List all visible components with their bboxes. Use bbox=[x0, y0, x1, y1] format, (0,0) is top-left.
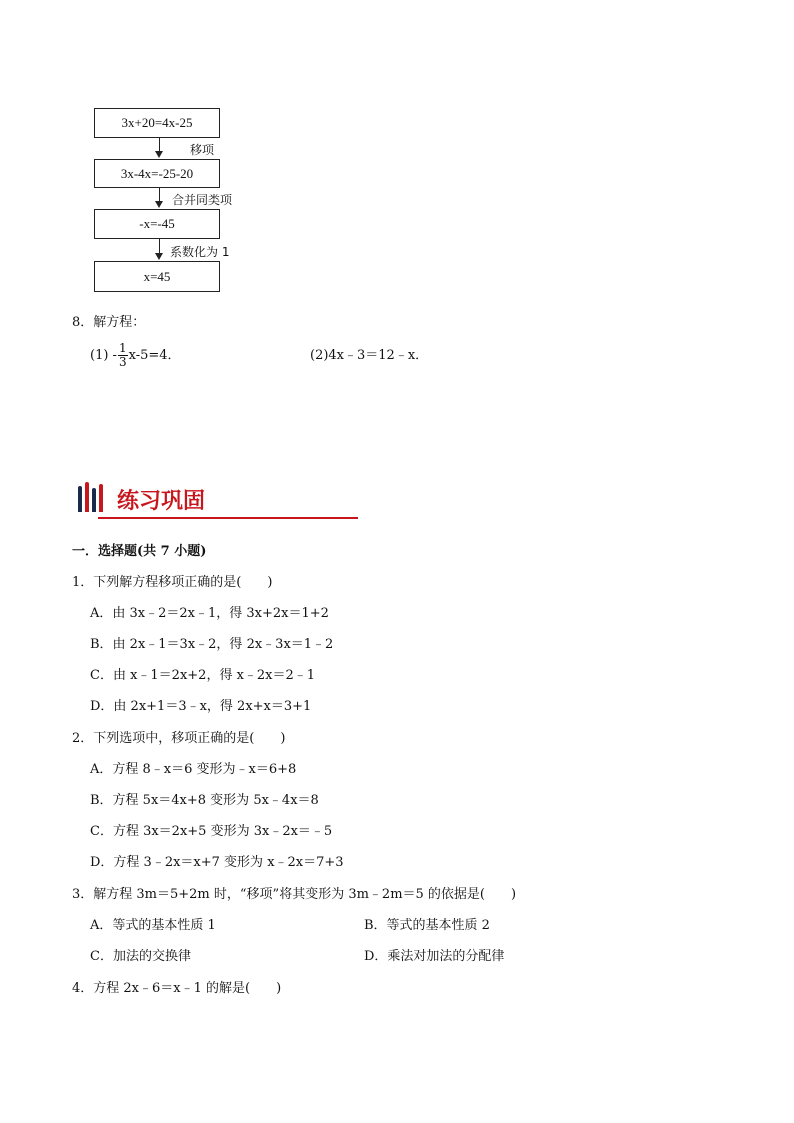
pens-icon bbox=[78, 482, 108, 512]
down-arrow-icon bbox=[155, 151, 163, 158]
question-1-option-b: B．由 2x﹣1＝3x﹣2，得 2x﹣3x＝1﹣2 bbox=[90, 637, 334, 652]
flow-step-2-text: 3x-4x=-25-20 bbox=[120, 165, 194, 181]
question-3-option-c: C．加法的交换律 bbox=[90, 949, 191, 964]
q8-part2: (2)4x﹣3＝12﹣x． bbox=[310, 348, 429, 363]
flow-note-2: 合并同类项 bbox=[172, 193, 233, 207]
question-4-stem: 4．方程 2x﹣6＝x﹣1 的解是( ) bbox=[72, 981, 282, 996]
down-arrow-icon bbox=[155, 201, 163, 208]
question-1-option-a: A．由 3x﹣2＝2x﹣1，得 3x+2x＝1+2 bbox=[90, 606, 329, 621]
flow-connector-2 bbox=[159, 187, 160, 201]
flow-step-4-text: x=45 bbox=[143, 268, 171, 284]
question-2-option-c: C．方程 3x＝2x+5 变形为 3x﹣2x＝﹣5 bbox=[90, 824, 333, 839]
part-heading: 一．选择题(共 7 小题) bbox=[72, 544, 207, 559]
flow-connector-3 bbox=[159, 238, 160, 253]
down-arrow-icon bbox=[155, 253, 163, 260]
question-3-option-b: B．等式的基本性质 2 bbox=[364, 918, 490, 933]
q8-title: 8．解方程： bbox=[72, 315, 146, 330]
question-1-option-c: C．由 x﹣1＝2x+2，得 x﹣2x＝2﹣1 bbox=[90, 668, 316, 683]
flow-step-2 bbox=[94, 159, 220, 188]
question-2-option-b: B．方程 5x＝4x+8 变形为 5x﹣4x＝8 bbox=[90, 793, 319, 808]
fraction-numerator: 1 bbox=[118, 341, 127, 355]
flow-step-3 bbox=[94, 209, 220, 239]
fraction-denominator: 3 bbox=[118, 355, 127, 369]
q8-part1-prefix: (1) - bbox=[90, 348, 117, 363]
section-underline bbox=[98, 517, 358, 519]
flow-step-1 bbox=[94, 108, 220, 138]
section-title: 练习巩固 bbox=[117, 489, 206, 514]
flow-step-4 bbox=[94, 261, 220, 292]
flow-step-3-text: -x=-45 bbox=[139, 216, 175, 231]
question-1-stem: 1．下列解方程移项正确的是( ) bbox=[72, 575, 273, 590]
q8-part1-suffix: x-5=4． bbox=[128, 348, 181, 363]
question-2-stem: 2．下列选项中，移项正确的是( ) bbox=[72, 731, 286, 746]
flow-note-1: 移项 bbox=[190, 143, 215, 157]
q8-part1 bbox=[90, 341, 181, 371]
question-2-option-a: A．方程 8﹣x＝6 变形为﹣x＝6+8 bbox=[90, 762, 297, 777]
question-2-option-d: D．方程 3﹣2x＝x+7 变形为 x﹣2x＝7+3 bbox=[90, 855, 344, 870]
question-3-stem: 3．解方程 3m＝5+2m 时，“移项”将其变形为 3m﹣2m＝5 的依据是( ) bbox=[72, 887, 517, 902]
flow-connector-1 bbox=[159, 137, 160, 151]
flow-note-3: 系数化为 1 bbox=[170, 245, 230, 259]
fraction bbox=[118, 342, 128, 369]
flow-step-1-text: 3x+20=4x-25 bbox=[121, 115, 193, 130]
question-3-option-a: A．等式的基本性质 1 bbox=[90, 918, 216, 933]
question-1-option-d: D．由 2x+1＝3﹣x，得 2x+x＝3+1 bbox=[90, 699, 312, 714]
question-3-option-d: D．乘法对加法的分配律 bbox=[364, 949, 505, 964]
